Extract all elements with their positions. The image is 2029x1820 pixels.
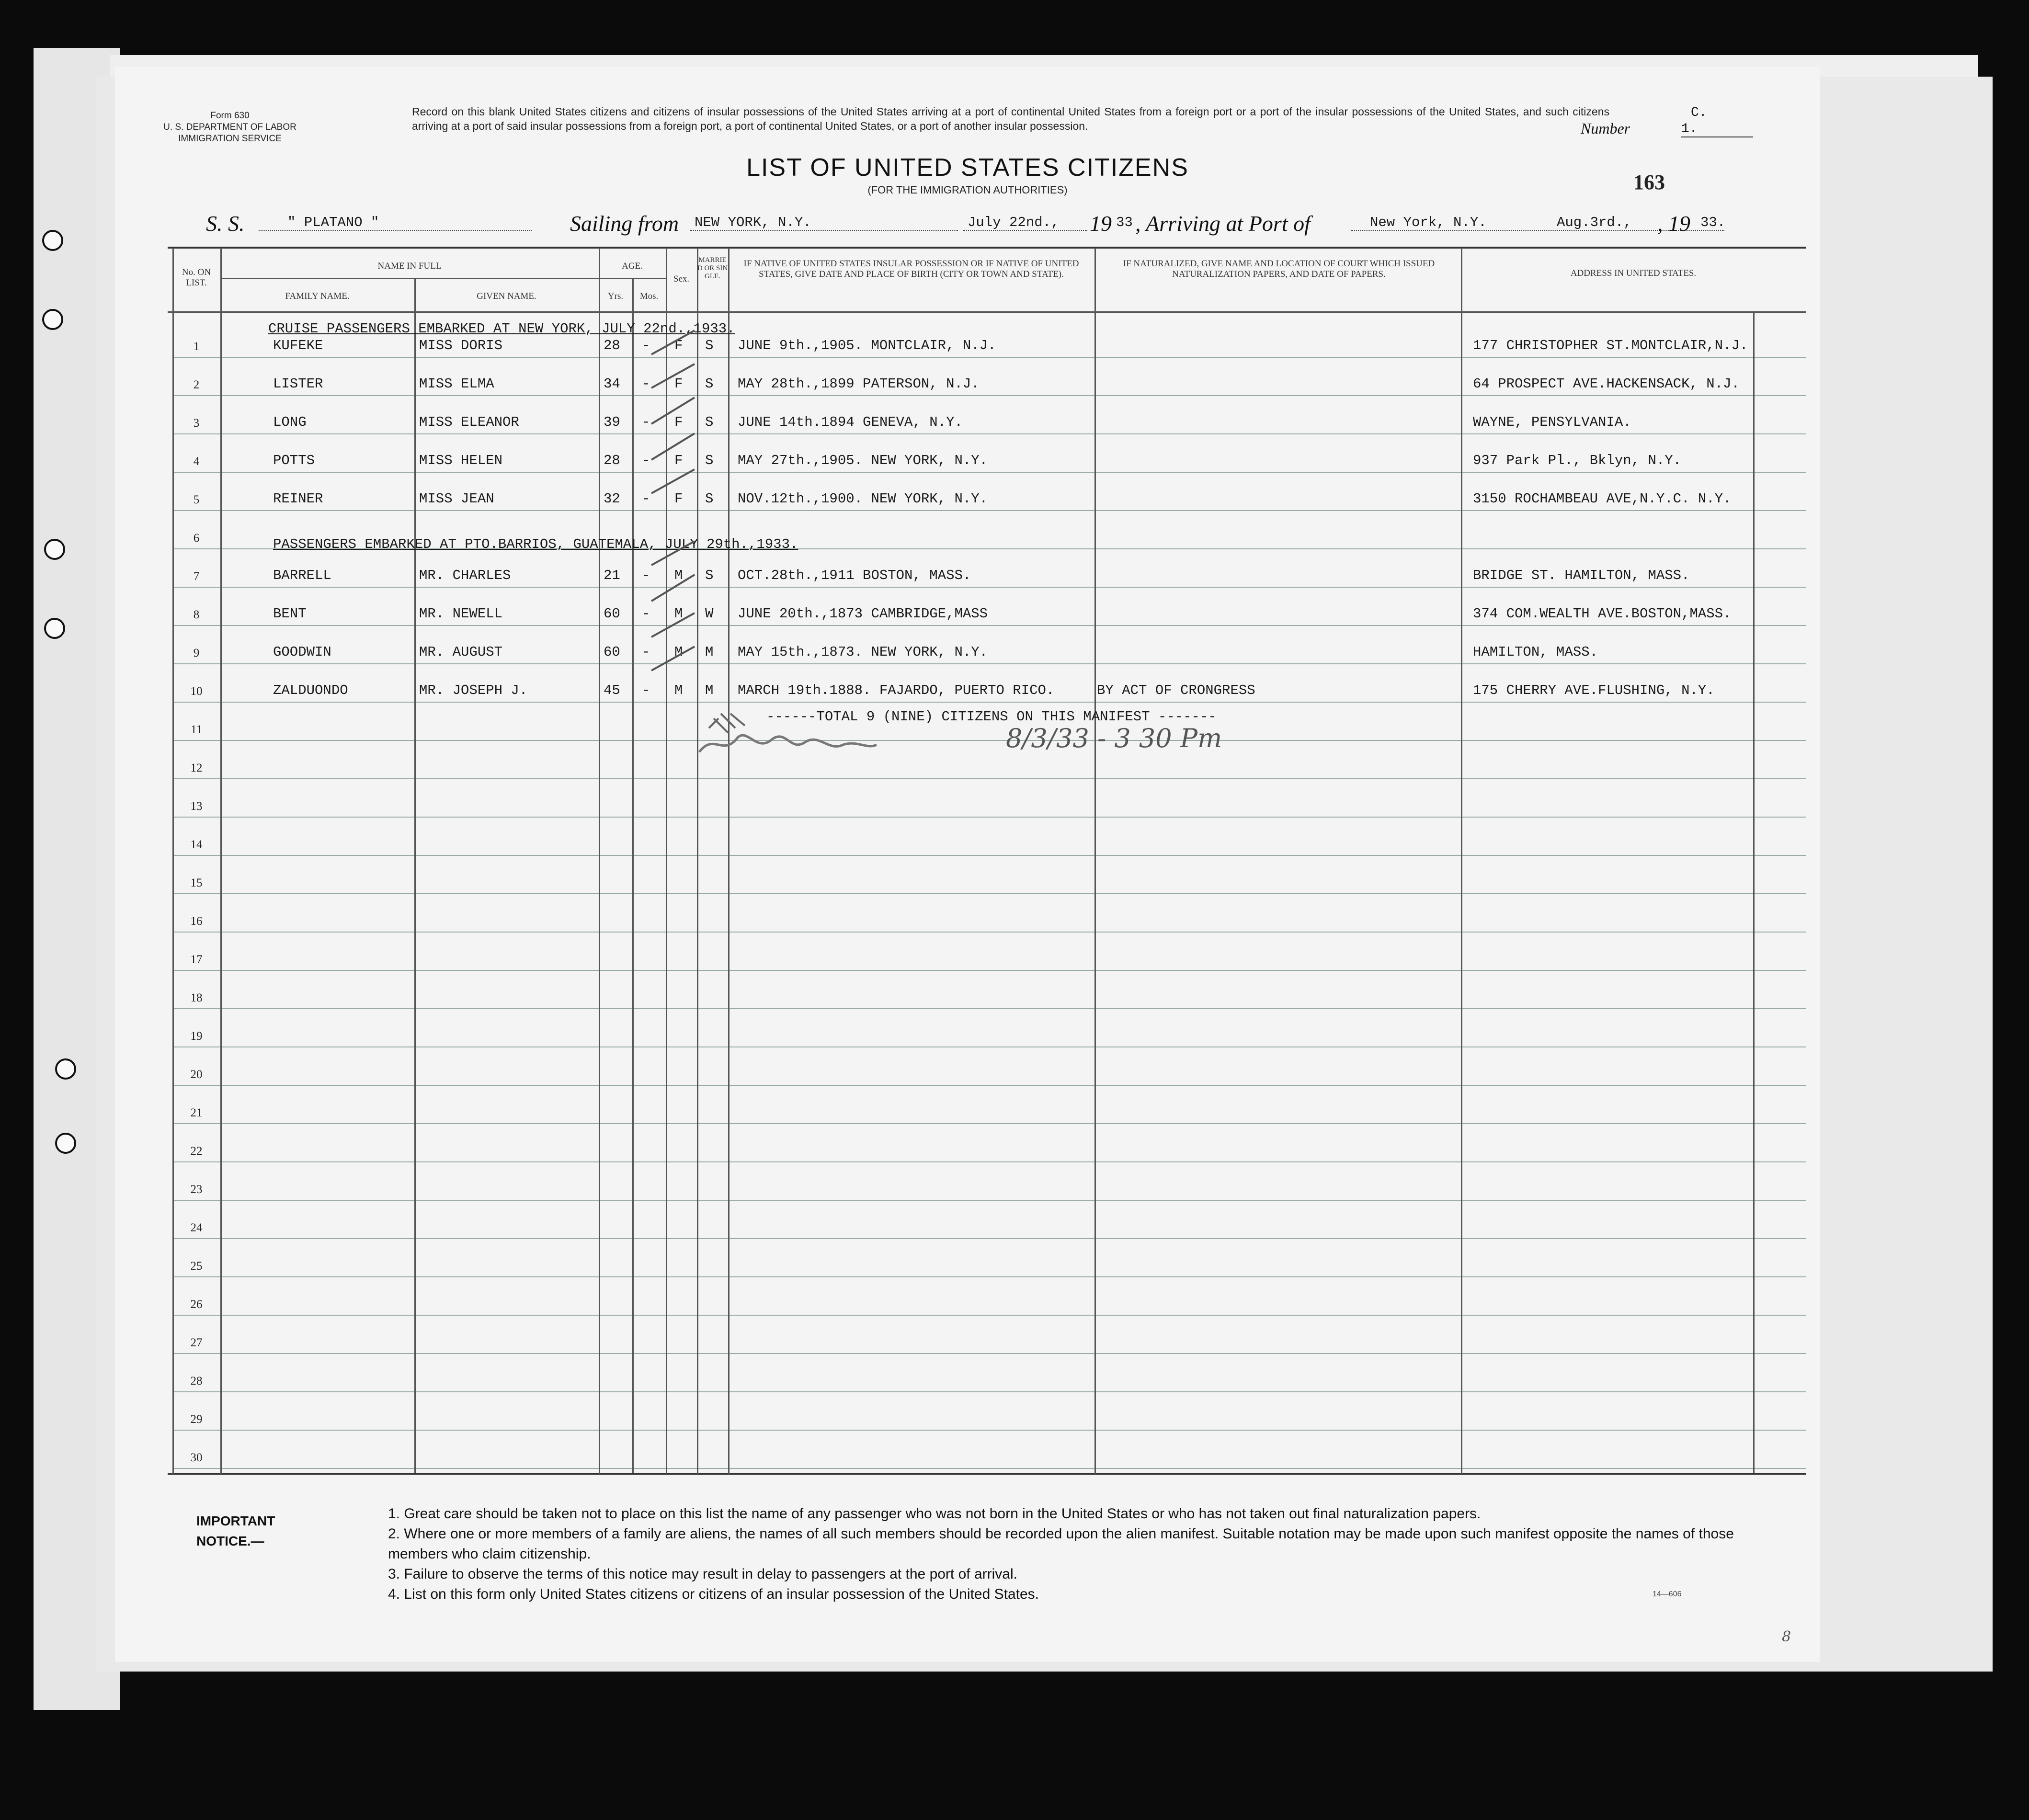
col-address: ADDRESS IN UNITED STATES. — [1570, 268, 1697, 278]
row-number: 16 — [190, 915, 203, 928]
page-title: LIST OF UNITED STATES CITIZENS — [746, 154, 1189, 182]
birth-cell: MAY 15th.,1873. NEW YORK, N.Y. — [738, 644, 988, 660]
row-number: 4 — [193, 455, 200, 468]
given-name-cell: MR. NEWELL — [419, 606, 503, 622]
ruled-line — [172, 1468, 1806, 1469]
sex-cell: F — [674, 338, 683, 353]
col-line — [632, 278, 634, 1473]
col-birth: IF NATIVE OF UNITED STATES INSULAR POSSESSION OR IF NATIVE OF UNITED STATES, GIVE DATE AND PLACE OF BIRTH (CITY OR TOWN AND STATE). — [743, 259, 1079, 279]
important-notice — [388, 1504, 1753, 1604]
row-number: 8 — [193, 608, 200, 621]
address-cell: BRIDGE ST. HAMILTON, MASS. — [1473, 568, 1690, 583]
family-name-cell: BENT — [273, 606, 307, 622]
ruled-line — [172, 1353, 1806, 1354]
header-bottom-border — [168, 311, 1806, 313]
row-number: 30 — [190, 1451, 203, 1464]
row-number: 21 — [190, 1106, 203, 1119]
address-cell: WAYNE, PENSYLVANIA. — [1473, 414, 1631, 430]
birth-cell: MARCH 19th.1888. FAJARDO, PUERTO RICO. — [738, 682, 1055, 698]
service: IMMIGRATION SERVICE — [178, 134, 282, 144]
binder-hole — [55, 1133, 76, 1154]
manifest-page — [115, 67, 1820, 1662]
address-cell: 64 PROSPECT AVE.HACKENSACK, N.J. — [1473, 376, 1740, 392]
check-marks — [642, 326, 728, 757]
address-cell: 937 Park Pl., Bklyn, N.Y. — [1473, 453, 1682, 468]
row-number: 6 — [193, 532, 200, 545]
corner-mark: 8 — [1782, 1628, 1791, 1645]
binder-hole — [42, 230, 63, 251]
marital-status-cell: S — [705, 568, 714, 583]
family-name-cell: GOODWIN — [273, 644, 331, 660]
row-number: 28 — [190, 1375, 203, 1388]
birth-cell: OCT.28th.,1911 BOSTON, MASS. — [738, 568, 971, 583]
sailing-label: Sailing from — [570, 211, 679, 236]
given-name-cell: MISS ELMA — [419, 376, 494, 392]
arriving-year: 33. — [1700, 215, 1726, 230]
sex-cell: F — [674, 376, 683, 392]
ruled-line — [172, 1430, 1806, 1431]
birth-cell: JUNE 20th.,1873 CAMBRIDGE,MASS — [738, 606, 988, 622]
col-line — [172, 248, 174, 1474]
ruled-line — [172, 1391, 1806, 1392]
ruled-line — [172, 1123, 1806, 1124]
age-months-cell: - — [642, 682, 650, 698]
ruled-line — [172, 893, 1806, 894]
sex-cell: M — [674, 568, 683, 583]
ruled-line — [172, 778, 1806, 779]
marital-status-cell: S — [705, 453, 714, 468]
naturalization-cell: BY ACT OF CRONGRESS — [1097, 682, 1255, 698]
ship-name: " PLATANO " — [287, 215, 379, 230]
col-sex: Sex. — [673, 274, 690, 284]
age-months-cell: - — [642, 376, 650, 392]
inspector-signature — [695, 699, 1030, 762]
marital-status-cell: W — [705, 606, 714, 622]
ruled-line — [172, 817, 1806, 818]
ruled-line — [172, 625, 1806, 626]
col-name-in-full: NAME IN FULL — [377, 261, 442, 271]
row-number: 29 — [190, 1413, 203, 1426]
family-name-cell: POTTS — [273, 453, 315, 468]
row-number: 17 — [190, 953, 203, 966]
form-id — [158, 110, 302, 145]
given-name-cell: MR. CHARLES — [419, 568, 511, 583]
sailing-year: 33 — [1116, 215, 1133, 230]
family-name-cell: LONG — [273, 414, 307, 430]
sailing-date: July 22nd., — [968, 215, 1060, 230]
number-prefix: C. — [1691, 105, 1707, 120]
form-code: 14—606 — [1653, 1590, 1682, 1598]
col-line — [599, 248, 600, 1474]
sailing-year-prefix: 19 — [1090, 211, 1112, 236]
number-value: 1. — [1681, 122, 1753, 137]
form-number: Form 630 — [210, 111, 250, 121]
birth-cell: NOV.12th.,1900. NEW YORK, N.Y. — [738, 491, 988, 507]
binder-hole — [44, 539, 65, 560]
sex-cell: M — [674, 606, 683, 622]
col-line — [414, 278, 416, 1473]
row-number: 26 — [190, 1298, 203, 1311]
given-name-cell: MISS HELEN — [419, 453, 503, 468]
page-number: 163 — [1633, 171, 1665, 194]
binder-hole — [55, 1058, 76, 1080]
ss-label: S. S. — [206, 211, 245, 236]
age-months-cell: - — [642, 453, 650, 468]
row-number: 2 — [193, 378, 200, 391]
number-label: Number — [1581, 120, 1630, 137]
given-name-cell: MR. AUGUST — [419, 644, 503, 660]
sex-cell: M — [674, 644, 683, 660]
age-years-cell: 34 — [604, 376, 620, 392]
arriving-label: , Arriving at Port of — [1135, 211, 1311, 236]
row-number: 12 — [190, 762, 203, 774]
birth-cell: JUNE 14th.1894 GENEVA, N.Y. — [738, 414, 963, 430]
row-number: 20 — [190, 1068, 203, 1081]
arriving-year-prefix: , 19 — [1657, 211, 1690, 236]
page-subtitle: (FOR THE IMMIGRATION AUTHORITIES) — [867, 184, 1068, 196]
ruled-line — [172, 1276, 1806, 1277]
notice-label: IMPORTANT NOTICE.— — [196, 1513, 275, 1548]
inspector-note: 8/3/33 - 3 30 Pm — [1006, 723, 1222, 753]
subheader-line — [220, 278, 666, 279]
marital-status-cell: M — [705, 644, 714, 660]
notice-item: 3. Failure to observe the terms of this notice may result in delay to passengers at the port of arrival. — [388, 1566, 1017, 1582]
department: U. S. DEPARTMENT OF LABOR — [163, 122, 296, 132]
row-number: 10 — [190, 685, 203, 698]
ruled-line — [172, 663, 1806, 664]
row-number: 3 — [193, 417, 200, 430]
age-years-cell: 28 — [604, 453, 620, 468]
age-months-cell: - — [642, 338, 650, 353]
col-given-name: GIVEN NAME. — [477, 291, 536, 301]
marital-status-cell: M — [705, 682, 714, 698]
ruled-line — [172, 1238, 1806, 1239]
col-married-single: MARRIED OR SINGLE. — [697, 256, 728, 280]
given-name-cell: MISS ELEANOR — [419, 414, 519, 430]
age-months-cell: - — [642, 568, 650, 583]
row-number: 14 — [190, 838, 203, 851]
row-number: 24 — [190, 1221, 203, 1234]
ruled-line — [172, 970, 1806, 971]
age-years-cell: 39 — [604, 414, 620, 430]
row-number: 7 — [193, 570, 200, 583]
address-cell: HAMILTON, MASS. — [1473, 644, 1598, 660]
col-mos: Mos. — [639, 291, 659, 301]
ruled-line — [172, 855, 1806, 856]
sex-cell: M — [674, 682, 683, 698]
binder-hole — [42, 309, 63, 330]
age-years-cell: 45 — [604, 682, 620, 698]
ruled-line — [172, 587, 1806, 588]
sailing-from: NEW YORK, N.Y. — [695, 215, 811, 230]
age-years-cell: 32 — [604, 491, 620, 507]
section-header-barrios: PASSENGERS EMBARKED AT PTO.BARRIOS, GUATEMALA, JULY 29th.,1933. — [273, 536, 798, 552]
col-line — [1753, 311, 1755, 1473]
notice-item: 4. List on this form only United States citizens or citizens of an insular possession of the United States. — [388, 1586, 1039, 1602]
address-cell: 374 COM.WEALTH AVE.BOSTON,MASS. — [1473, 606, 1732, 622]
family-name-cell: KUFEKE — [273, 338, 323, 353]
birth-cell: MAY 27th.,1905. NEW YORK, N.Y. — [738, 453, 988, 468]
age-years-cell: 60 — [604, 606, 620, 622]
address-cell: 3150 ROCHAMBEAU AVE,N.Y.C. N.Y. — [1473, 491, 1732, 507]
given-name-cell: MISS JEAN — [419, 491, 494, 507]
col-no-on-list: No. ON LIST. — [182, 267, 211, 288]
col-line — [220, 248, 222, 1474]
row-number: 23 — [190, 1183, 203, 1196]
given-name-cell: MR. JOSEPH J. — [419, 682, 528, 698]
birth-cell: JUNE 9th.,1905. MONTCLAIR, N.J. — [738, 338, 996, 353]
ruled-line — [172, 1161, 1806, 1162]
row-number: 11 — [190, 723, 203, 736]
row-number: 27 — [190, 1336, 203, 1349]
age-months-cell: - — [642, 491, 650, 507]
arriving-date: Aug.3rd., — [1557, 215, 1632, 230]
marital-status-cell: S — [705, 376, 714, 392]
notice-item: 2. Where one or more members of a family are aliens, the names of all such members should be recorded upon the alien manifest. Suitable notation may be made upon such manifest opposite the names of those members who claim citizenship. — [388, 1526, 1734, 1562]
family-name-cell: REINER — [273, 491, 323, 507]
col-age: AGE. — [622, 261, 643, 271]
ruled-line — [172, 472, 1806, 473]
row-number: 18 — [190, 991, 203, 1004]
binder-hole — [44, 618, 65, 639]
marital-status-cell: S — [705, 414, 714, 430]
birth-cell: MAY 28th.,1899 PATERSON, N.J. — [738, 376, 980, 392]
age-years-cell: 60 — [604, 644, 620, 660]
ruled-line — [172, 1085, 1806, 1086]
marital-status-cell: S — [705, 338, 714, 353]
notice-item: 1. Great care should be taken not to place on this list the name of any passenger who was not born in the United States or who has not taken out final naturalization papers. — [388, 1506, 1481, 1522]
ruled-line — [172, 357, 1806, 358]
row-number: 13 — [190, 800, 203, 813]
ruled-line — [172, 1008, 1806, 1009]
age-years-cell: 21 — [604, 568, 620, 583]
row-number: 15 — [190, 876, 203, 889]
row-number: 22 — [190, 1145, 203, 1158]
marital-status-cell: S — [705, 491, 714, 507]
col-line — [1461, 248, 1462, 1474]
age-months-cell: - — [642, 644, 650, 660]
family-name-cell: LISTER — [273, 376, 323, 392]
ruled-line — [172, 510, 1806, 511]
ruled-line — [172, 1200, 1806, 1201]
age-months-cell: - — [642, 414, 650, 430]
record-instructions: Record on this blank United States citizens and citizens of insular possessions of the United States arriving at a port of continental United States from a foreign port or a port of the insular possessions of the United States, and such citizens arriving at a port of said insular possessions from a foreign port, a port of continental United States, or a port of another insular possession. — [412, 105, 1609, 132]
table-bottom-border — [168, 1473, 1806, 1475]
row-number: 19 — [190, 1030, 203, 1043]
sex-cell: F — [674, 491, 683, 507]
table-top-border — [168, 247, 1806, 249]
col-line — [1094, 248, 1096, 1474]
ruled-line — [172, 433, 1806, 434]
section-header-cruise: CRUISE PASSENGERS EMBARKED AT NEW YORK, JULY 22nd.,1933. — [268, 321, 735, 337]
col-line — [728, 248, 730, 1474]
age-months-cell: - — [642, 606, 650, 622]
col-naturalized: IF NATURALIZED, GIVE NAME AND LOCATION OF COURT WHICH ISSUED NATURALIZATION PAPERS, AND DATE OF PAPERS. — [1123, 259, 1435, 279]
family-name-cell: ZALDUONDO — [273, 682, 348, 698]
ruled-line — [172, 395, 1806, 396]
col-family-name: FAMILY NAME. — [285, 291, 350, 301]
sex-cell: F — [674, 453, 683, 468]
address-cell: 175 CHERRY AVE.FLUSHING, N.Y. — [1473, 682, 1715, 698]
family-name-cell: BARRELL — [273, 568, 331, 583]
sex-cell: F — [674, 414, 683, 430]
ruled-line — [172, 1046, 1806, 1047]
total-line: ------TOTAL 9 (NINE) CITIZENS ON THIS MANIFEST ------- — [766, 709, 1217, 725]
row-number: 1 — [193, 340, 200, 353]
row-number: 5 — [193, 493, 200, 506]
ruled-line — [172, 1315, 1806, 1316]
ruled-line — [172, 932, 1806, 933]
address-cell: 177 CHRISTOPHER ST.MONTCLAIR,N.J. — [1473, 338, 1748, 353]
col-yrs: Yrs. — [607, 291, 624, 301]
row-number: 25 — [190, 1260, 203, 1273]
age-years-cell: 28 — [604, 338, 620, 353]
given-name-cell: MISS DORIS — [419, 338, 503, 353]
row-number: 9 — [193, 647, 200, 660]
arriving-port: New York, N.Y. — [1370, 215, 1487, 230]
